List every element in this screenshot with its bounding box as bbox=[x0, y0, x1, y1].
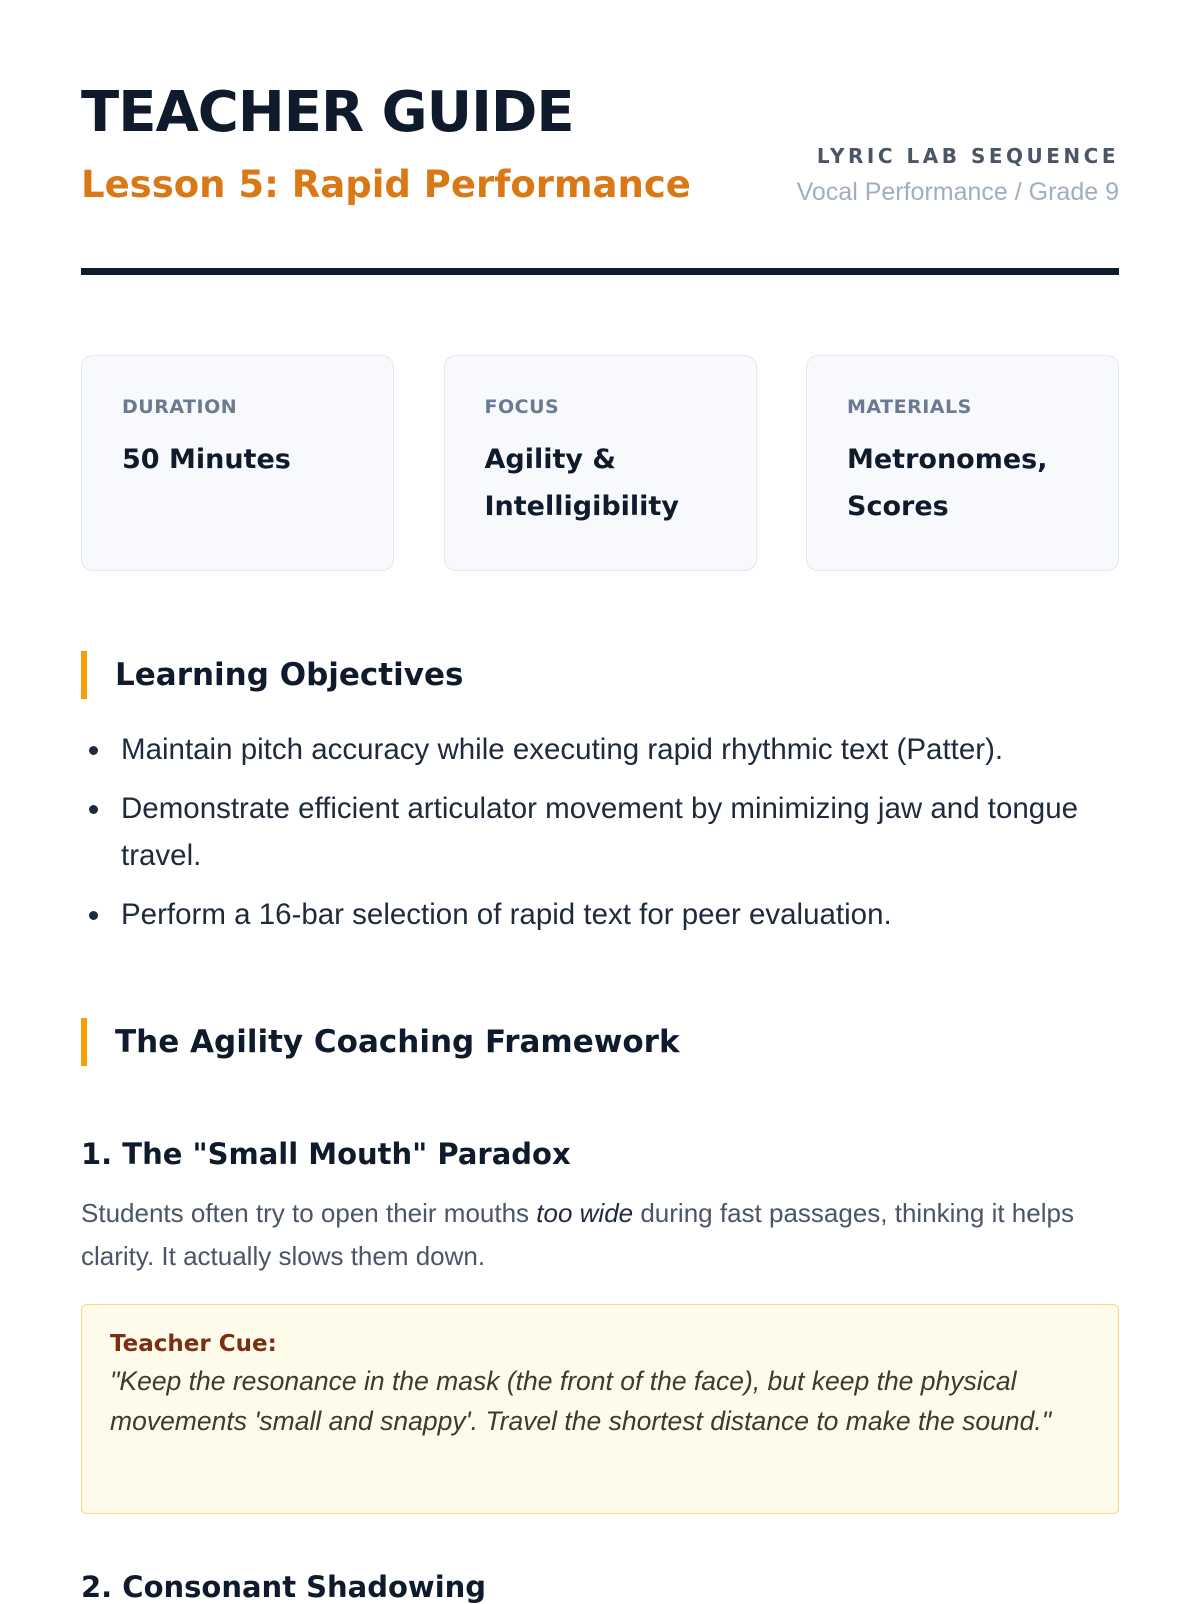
bullet-icon bbox=[89, 805, 98, 814]
objective-text: Maintain pitch accuracy while executing rapid rhythmic text (Patter). bbox=[121, 733, 1004, 766]
list-item bbox=[81, 726, 1119, 773]
objective-text: Demonstrate efficient articulator movement by minimizing jaw and tongue travel. bbox=[121, 792, 1079, 872]
section-accent-bar bbox=[81, 651, 87, 699]
guide-header bbox=[81, 0, 1119, 275]
objectives-list bbox=[81, 726, 1119, 950]
subsection-title: 2. Consonant Shadowing bbox=[81, 1570, 487, 1604]
card-value: Metronomes, Scores bbox=[847, 444, 1048, 522]
card-label: FOCUS bbox=[484, 396, 560, 418]
objective-text: Perform a 16-bar selection of rapid text for peer evaluation. bbox=[121, 898, 892, 931]
framework-heading bbox=[81, 1018, 680, 1066]
series-label: LYRIC LAB SEQUENCE bbox=[816, 144, 1119, 168]
subsection-title: 1. The "Small Mouth" Paradox bbox=[81, 1137, 571, 1171]
card-value: 50 Minutes bbox=[122, 444, 291, 475]
course-label: Vocal Performance / Grade 9 bbox=[796, 178, 1119, 206]
lesson-subtitle: Lesson 5: Rapid Performance bbox=[81, 163, 691, 206]
objectives-heading bbox=[81, 651, 463, 699]
bullet-icon bbox=[89, 746, 98, 755]
info-cards bbox=[81, 355, 1119, 571]
emphasis-text: too wide bbox=[536, 1198, 634, 1228]
card-value: Agility & Intelligibility bbox=[484, 444, 679, 522]
focus-card bbox=[444, 355, 757, 571]
bullet-icon bbox=[89, 911, 98, 920]
list-item bbox=[81, 891, 1119, 938]
section-accent-bar bbox=[81, 1018, 87, 1066]
body-text: during fast passages, thinking it helps clarity. It actually slows them down. bbox=[81, 1198, 1074, 1271]
section-title: The Agility Coaching Framework bbox=[115, 1024, 680, 1060]
list-item bbox=[81, 785, 1119, 879]
duration-card bbox=[81, 355, 394, 571]
callout-quote: "Keep the resonance in the mask (the front of the face), but keep the physical movements 'small and snappy'. Travel the shortest distance to make the sound." bbox=[110, 1366, 1052, 1436]
card-label: DURATION bbox=[122, 396, 238, 418]
card-label: MATERIALS bbox=[847, 396, 972, 418]
body-text: Students often try to open their mouths bbox=[81, 1198, 537, 1228]
page-title: TEACHER GUIDE bbox=[81, 80, 574, 145]
callout-label: Teacher Cue: bbox=[110, 1331, 277, 1357]
teacher-cue-callout bbox=[81, 1304, 1119, 1514]
header-divider bbox=[81, 268, 1119, 275]
section-title: Learning Objectives bbox=[115, 657, 464, 693]
subsection-body bbox=[81, 1192, 1119, 1278]
materials-card bbox=[806, 355, 1119, 571]
